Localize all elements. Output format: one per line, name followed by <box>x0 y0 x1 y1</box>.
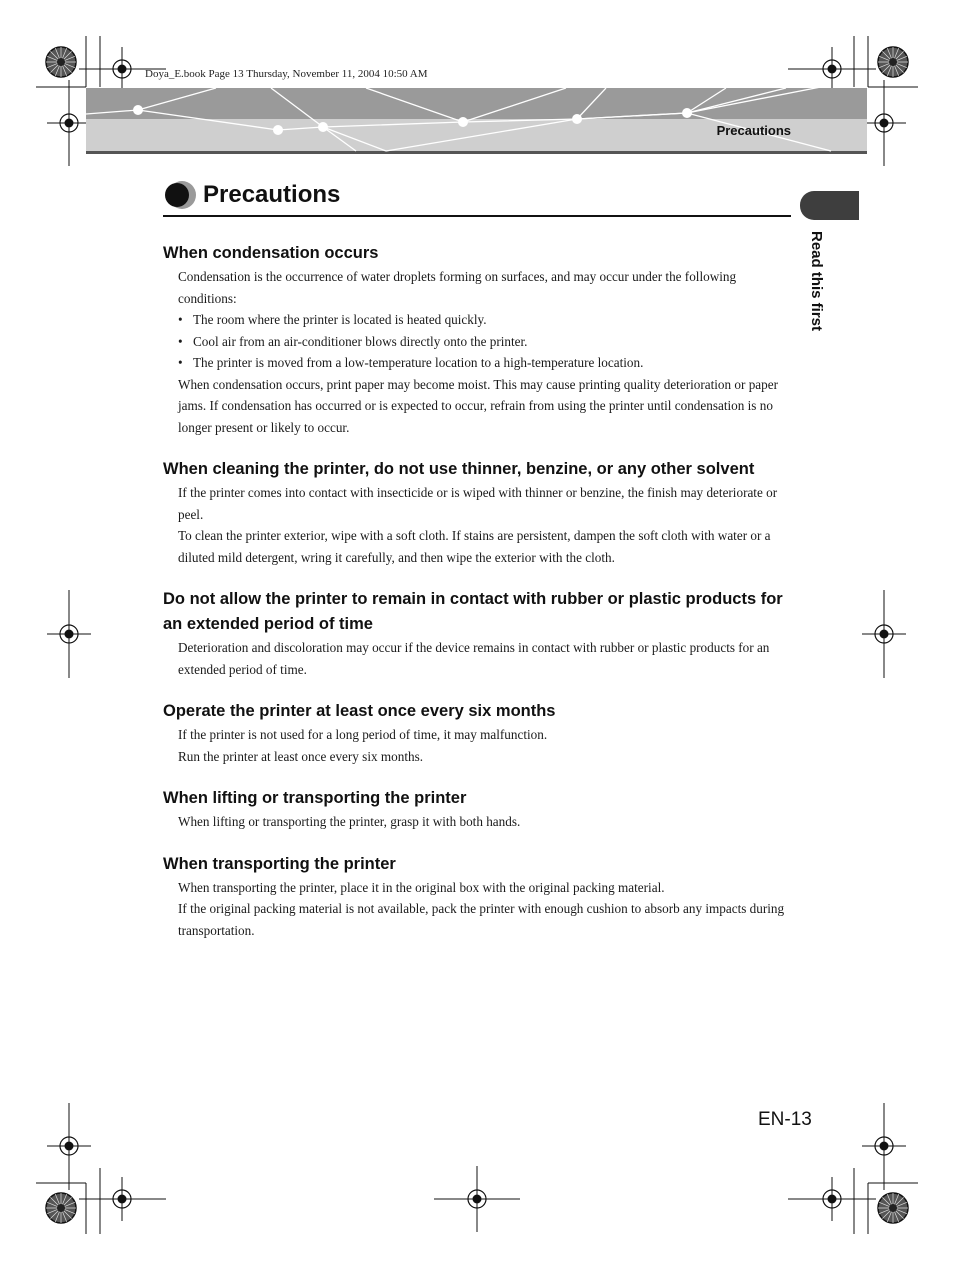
section-heading: When cleaning the printer, do not use thinner, benzine, or any other solvent <box>163 460 755 478</box>
list-item: • The printer is moved from a low-temperature location to a high-temperature location. <box>178 352 795 374</box>
title-bullet-icon <box>163 180 199 212</box>
side-tab-label: Read this first <box>808 231 825 332</box>
section-paragraph: If the original packing material is not available, pack the printer with enough cushion to absorb any impacts during transportation. <box>178 901 785 938</box>
side-tab <box>800 191 859 220</box>
header-band <box>86 88 867 154</box>
section-heading: Do not allow the printer to remain in contact with rubber or plastic products for an extended period of time <box>163 590 783 633</box>
section-heading: When transporting the printer <box>163 854 396 873</box>
section-heading: When condensation occurs <box>163 244 379 262</box>
condition-list <box>178 309 795 374</box>
section-paragraph: When lifting or transporting the printer, grasp it with both hands. <box>178 814 521 829</box>
list-item: • Cool air from an air-conditioner blows directly onto the printer. <box>178 331 795 353</box>
section-paragraph: If the printer comes into contact with insecticide or is wiped with thinner or benzine, the finish may deteriorate or peel. <box>178 485 778 522</box>
section-heading: Operate the printer at least once every six months <box>163 702 556 720</box>
print-info: Doya_E.book Page 13 Thursday, November 11, 2004 10:50 AM <box>145 68 428 80</box>
section-lifting <box>163 786 795 833</box>
section-paragraph: To clean the printer exterior, wipe with a soft cloth. If stains are persistent, dampen the soft cloth with water or a diluted mild detergent, wring it carefully, and then wipe the exterior with the cloth. <box>178 528 771 565</box>
content <box>163 241 795 960</box>
section-paragraph: If the printer is not used for a long period of time, it may malfunction. <box>178 727 548 742</box>
page-number: EN-13 <box>758 1109 812 1130</box>
section-rubber-plastic <box>163 587 795 680</box>
section-transporting <box>163 852 795 942</box>
section-paragraph: When transporting the printer, place it in the original box with the original packing material. <box>178 879 665 895</box>
section-paragraph: When condensation occurs, print paper may become moist. This may cause printing quality deterioration or paper jams. If condensation has occurred or is expected to occur, refrain from using the printer until condensation is no longer present or likely to occur. <box>178 376 778 435</box>
section-cleaning <box>163 457 795 568</box>
section-heading: When lifting or transporting the printer <box>163 789 467 807</box>
section-paragraph: Condensation is the occurrence of water droplets forming on surfaces, and may occur under the following conditions: <box>178 269 737 306</box>
page-title: Precautions <box>203 181 341 208</box>
list-item: • The room where the printer is located is heated quickly. <box>178 309 795 331</box>
header-section-label: Precautions <box>716 123 791 138</box>
title-row <box>163 180 791 217</box>
section-condensation <box>163 241 795 438</box>
section-six-months <box>163 699 795 767</box>
section-paragraph: Run the printer at least once every six months. <box>178 748 424 764</box>
section-paragraph: Deterioration and discoloration may occur if the device remains in contact with rubber or plastic products for an extended period of time. <box>178 640 770 677</box>
